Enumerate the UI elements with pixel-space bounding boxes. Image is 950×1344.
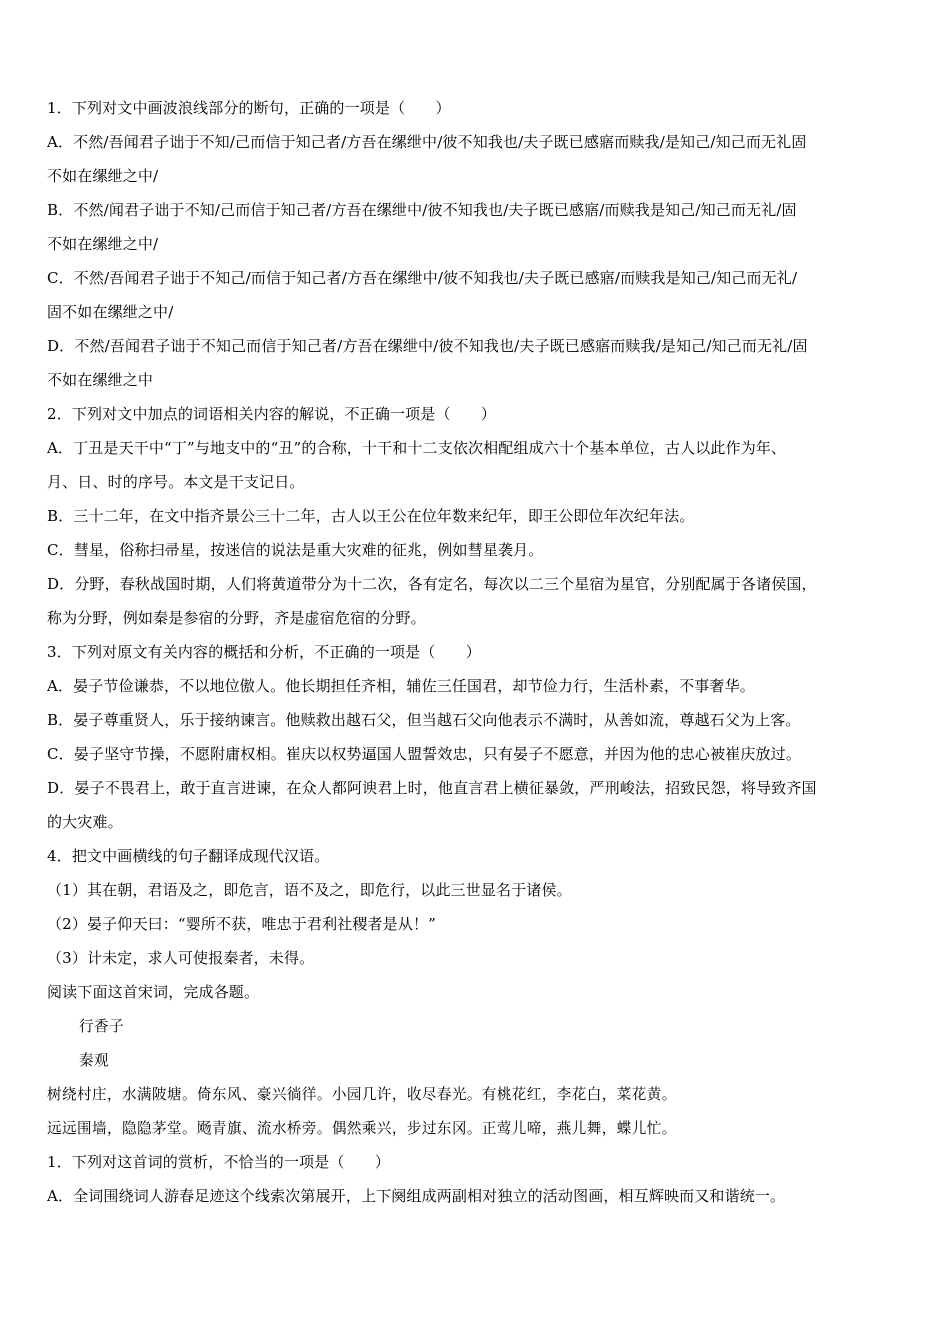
poem-line-1: 树绕村庄，水满陂塘。倚东风、豪兴徜徉。小园几许，收尽春光。有桃花红，李花白，菜花黄。 (47, 1086, 677, 1103)
q2-option-b: B．三十二年，在文中指齐景公三十二年，古人以王公在位年数来纪年，即王公即位年次纪年法。 (47, 508, 695, 525)
q1-option-c-line2: 固不如在缧绁之中/ (47, 304, 174, 321)
q2-option-a-line1: A．丁丑是天干中“丁”与地支中的“丑”的合称，十干和十二支依次相配组成六十个基本单位，古人以此作为年、 (47, 440, 787, 457)
q3-option-a: A．晏子节俭谦恭，不以地位傲人。他长期担任齐相，辅佐三任国君，却节俭力行，生活朴素，不事奢华。 (47, 678, 755, 695)
q1-stem: 1．下列对文中画波浪线部分的断句，正确的一项是（ ） (47, 100, 451, 117)
q2-stem: 2．下列对文中加点的词语相关内容的解说，不正确一项是（ ） (47, 406, 497, 423)
q1-option-c-line1: C．不然/吾闻君子诎于不知己/而信于知己者/方吾在缧绁中/彼不知我也/夫子既已感寤/而赎我是知己/知己而无礼/ (47, 270, 798, 287)
q1-option-a-line1: A．不然/吾闻君子诎于不知/己而信于知己者/方吾在缧绁中/彼不知我也/夫子既已感寤而赎我/是知己/知己而无礼固 (47, 134, 807, 151)
poem-line-2: 远远围墙，隐隐茅堂。飏青旗、流水桥旁。偶然乘兴，步过东冈。正莺儿啼，燕儿舞，蝶儿忙。 (47, 1120, 677, 1137)
q4-sentence-2: （2）晏子仰天曰：“婴所不获，唯忠于君利社稷者是从！” (47, 916, 436, 933)
q3-option-b: B．晏子尊重贤人，乐于接纳谏言。他赎救出越石父，但当越石父向他表示不满时，从善如流，尊越石父为上客。 (47, 712, 801, 729)
q2-option-c: C．彗星，俗称扫帚星，按迷信的说法是重大灾难的征兆，例如彗星袭月。 (47, 542, 544, 559)
q3-stem: 3．下列对原文有关内容的概括和分析，不正确的一项是（ ） (47, 644, 481, 661)
q1-option-b-line1: B．不然/闻君子诎于不知/己而信于知己者/方吾在缧绁中/彼不知我也/夫子既已感寤/而赎我是知己/知己而无礼/固 (47, 202, 797, 219)
q2-option-d-line1: D．分野，春秋战国时期，人们将黄道带分为十二次，各有定名，每次以二三个星宿为星官，分别配属于各诸侯国， (47, 576, 817, 593)
poem-title: 行香子 (79, 1018, 124, 1035)
poem-author: 秦观 (79, 1052, 109, 1069)
poem-intro: 阅读下面这首宋词，完成各题。 (47, 984, 260, 1001)
q2-option-a-line2: 月、日、时的序号。本文是干支记日。 (47, 474, 305, 491)
q1-option-a-line2: 不如在缧绁之中/ (47, 168, 159, 185)
p1-stem: 1．下列对这首词的赏析，不恰当的一项是（ ） (47, 1154, 390, 1171)
q2-option-d-line2: 称为分野，例如秦是参宿的分野，齐是虚宿危宿的分野。 (47, 610, 426, 627)
q3-option-c: C．晏子坚守节操，不愿附庸权相。崔庆以权势逼国人盟誓效忠，只有晏子不愿意，并因为他的忠心被崔庆放过。 (47, 746, 801, 763)
p1-option-a: A．全词围绕词人游春足迹这个线索次第展开，上下阕组成两副相对独立的活动图画，相互辉映而又和谐统一。 (47, 1188, 786, 1205)
q3-option-d-line1: D．晏子不畏君上，敢于直言进谏，在众人都阿谀君上时，他直言君上横征暴敛，严刑峻法，招致民怨，将导致齐国 (47, 780, 817, 797)
q4-sentence-3: （3）计未定，求人可使报秦者，未得。 (47, 950, 315, 967)
q4-stem: 4．把文中画横线的句子翻译成现代汉语。 (47, 848, 330, 865)
q1-option-d-line2: 不如在缧绁之中 (47, 372, 154, 389)
q1-option-b-line2: 不如在缧绁之中/ (47, 236, 159, 253)
q3-option-d-line2: 的大灾难。 (47, 814, 123, 831)
q1-option-d-line1: D．不然/吾闻君子诎于不知己而信于知己者/方吾在缧绁中/彼不知我也/夫子既已感寤而赎我/是知己/知己而无礼/固 (47, 338, 808, 355)
q4-sentence-1: （1）其在朝，君语及之，即危言，语不及之，即危行，以此三世显名于诸侯。 (47, 882, 572, 899)
